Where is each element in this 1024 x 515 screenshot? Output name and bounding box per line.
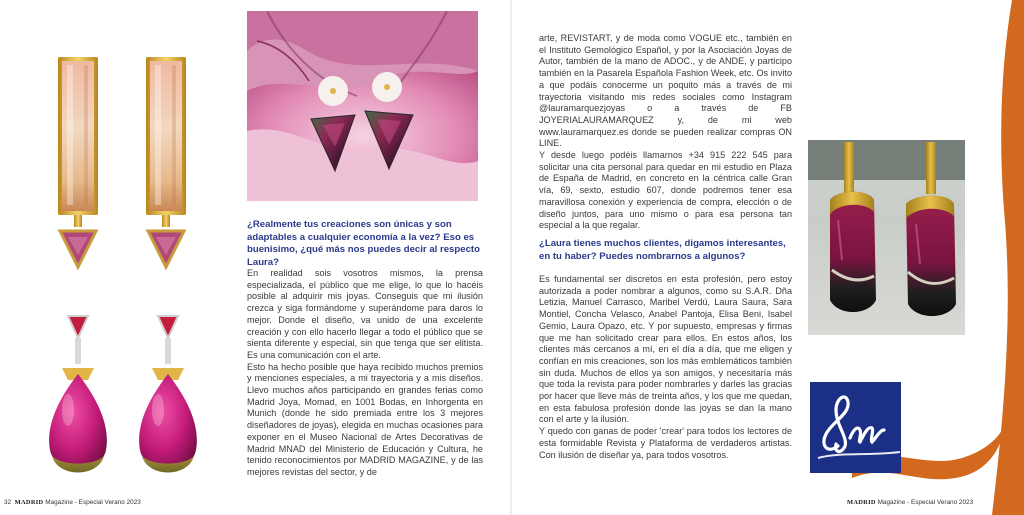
tourmaline-drop-earrings-image	[40, 310, 216, 490]
right-page-footer	[847, 499, 973, 506]
right-paragraph-3: Es fundamental ser discretos en esta profesión, pero estoy autorizada a poder nombrar a algunos, como su S.A.R. Dña Letizia, Manuel Carrasco, Maribel Verdú, Laura Saura, Sara Montiel, Concha Velasco, Anabel Pantoja, Elisa Beni, Isabel Gemio, Laura Opazo, etc. Y por supuesto, empresas y firmas que me han solicitado crear para ellos. En estos años, los clientes más cercanos a mí, en el día a día, que me eligen y confían en mis creaciones, son los más emblemáticos también sin duda. Muchos de ellos ya son amigos, y necesitaría más que toda la revista para poder nombrarles y darles las gracias por hacer que lleve más de treinta años, y los que me quedan, en esta fabulosa profesión donde las joyas se dan la mano con el arte y la ilusión.	[539, 274, 792, 425]
right-question-heading: ¿Laura tienes muchos clientes, digamos interesantes, en tu haber? Puedes nombrarnos a algunos?	[539, 238, 786, 262]
footer-brand: MADRID	[847, 499, 876, 506]
topaz-earring-left	[58, 57, 98, 267]
topaz-earring-right	[146, 57, 186, 267]
right-intro-text	[539, 33, 792, 232]
right-page	[512, 0, 1024, 515]
footer-magazine: Magazine - Especial Verano 2023	[877, 499, 974, 506]
left-question-heading: ¿Realmente tus creaciones son únicas y son adaptables a cualquier economía a la vez? Eso es buenisimo, ¿qué más nos puedes decir al respecto Laura?	[247, 219, 480, 268]
right-paragraph-4: Y quedo con ganas de poder 'crear' para todos los lectores de esta formidable Revista y Plataforma de verdaderos artistas. Con ilusión de diseñar ya, para todos vosotros.	[539, 426, 792, 460]
watermelon-earrings-photo	[808, 140, 965, 335]
right-paragraph-2: Y desde luego podéis llamarnos +34 915 222 545 para solicitar una cita personal para quedar en mi estudio en Plaza de España de Madrid, en concreto en la céntrica calle Gran vía, 69, sexto, estudio 607, donde podremos tener esa maravillosa conexión y experiencia de compra, elección o de diseño juntos, para uno mismo o para esa persona tan especial a la que regalar.	[539, 150, 792, 231]
footer-magazine: Magazine - Especial Verano 2023	[45, 499, 141, 506]
right-paragraph-1: arte, REVISTART, y de moda como VOGUE etc., también en el Instituto Gemológico Español, y por la Asociación Joyas de Autor, también de la mano de ADOC., y de ANDE, y participo también en la Pasarela Española Fashion Week, etc. Os invito a que podáis conocerme un poquito más a través de mi trayectoria visitando mis redes sociales como Instagram @lauramarquezjoyas o a través de FB JOYERIALAURAMARQUEZ y, de mi web www.lauramarquez.es donde se pueden realizar compras ON LINE.	[539, 33, 792, 149]
lily-tourmaline-image	[247, 11, 478, 201]
brand-logo	[810, 382, 901, 473]
watermelon-tourmaline-earrings-image	[808, 140, 965, 335]
left-paragraph-1: En realidad sois vosotros mismos, la prensa especializada, el público que me elige, lo que lo hacéis posible al adquirir mis joyas. Conseguis que mi ilusión crezca y siga formándome y superándome para daros lo mejor. Donde el diseño, va unido de una excelente creación y con ello hacerlo llegar a todo el público que se sienta diferente y especial, sin que tenga que ser elitista. Es una comunicación con el arte.	[247, 268, 483, 360]
lily-earrings-photo	[247, 11, 478, 201]
left-article-body	[247, 268, 483, 479]
left-page-footer	[4, 499, 141, 506]
footer-brand: MADRID	[14, 499, 44, 506]
earrings-photo-bottom	[40, 310, 216, 490]
right-answer-text	[539, 274, 792, 461]
topaz-earrings-image	[40, 45, 216, 287]
page-number: 32	[4, 499, 12, 506]
signature-logo-icon	[810, 382, 901, 473]
earrings-photo-top	[40, 45, 216, 287]
left-paragraph-2: Esto ha hecho posible que haya recibido muchos premios y menciones especiales, a mi trayectoria y a mis diseños. Llevo muchos años participando en grandes ferias como Madrid Joya, Momad, en 1001 Bodas, en Inhorgenta en Munich (donde he sido premiada entre los 3 mejores diseñadores de joyas), elegida en muchas ocasiones para exponer en el Museo Nacional de Artes Decorativas de Madrid MNAD del Ministerio de Educación y Cultura, he tenido reconocimientos por MADRID MAGAZINE, y de las mejores revistas del sector, y de	[247, 361, 483, 477]
